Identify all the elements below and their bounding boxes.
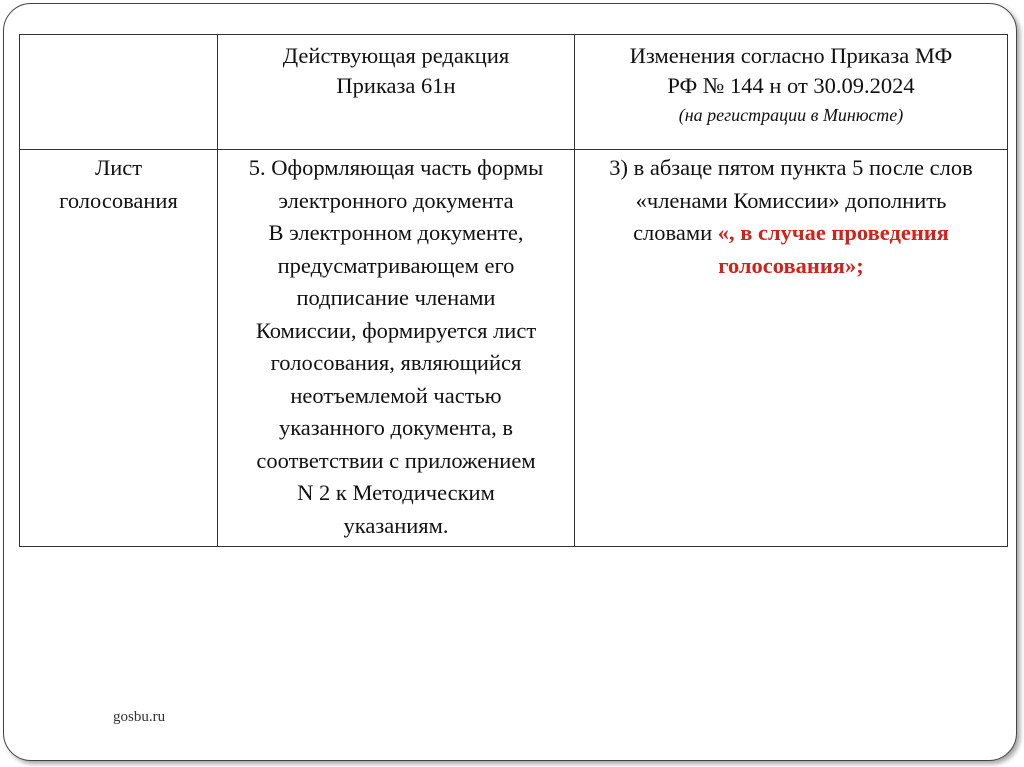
- current-edition-text-cell: [218, 150, 575, 547]
- header-cell-current-edition: [218, 35, 575, 150]
- current-text-line: голосования, являющийся: [270, 350, 522, 375]
- header-changes-line-1: Изменения согласно Приказа МФ: [629, 43, 953, 68]
- header-cell-changes: [575, 35, 1008, 150]
- header-current-line-1: Действующая редакция: [282, 43, 510, 68]
- current-text-line: 5. Оформляющая часть формы: [248, 155, 544, 180]
- header-current-line-2: Приказа 61н: [336, 73, 456, 98]
- current-text-line: указаниям.: [343, 512, 449, 538]
- changes-text-line: «членами Комиссии» дополнить: [635, 187, 947, 213]
- changes-text-fragment: словами: [633, 220, 718, 245]
- row-label-cell: [20, 150, 218, 547]
- changes-highlight-text: «, в случае проведения: [717, 220, 949, 245]
- table-header-row: [20, 35, 1008, 150]
- current-text-line: предусматривающем его: [277, 252, 515, 278]
- current-text-line: неотъемлемой частью: [290, 382, 502, 408]
- current-text-line: электронного документа: [278, 187, 514, 213]
- header-cell-empty: [20, 35, 218, 150]
- header-changes-line-2: РФ № 144 н от 30.09.2024: [667, 73, 915, 98]
- current-text-line: указанного документа, в: [278, 415, 514, 440]
- footer-source-label: gosbu.ru: [113, 709, 166, 725]
- current-text-line: В электронном документе,: [268, 220, 524, 245]
- current-text-line: подписание членами: [296, 285, 496, 310]
- changes-text-line: 3) в абзаце пятом пункта 5 после слов: [609, 155, 973, 180]
- row-label-line-2: голосования: [59, 187, 178, 213]
- header-changes-note: (на регистрации в Минюсте): [678, 105, 904, 125]
- changes-highlight-text: голосования»;: [718, 252, 864, 278]
- current-text-line: соответствии с приложением: [256, 447, 536, 473]
- table-row: [20, 150, 1008, 547]
- current-text-line: Комиссии, формируется лист: [255, 317, 537, 343]
- changes-text-line-mixed: [579, 217, 1003, 250]
- row-label-line-1: Лист: [94, 155, 143, 180]
- changes-text-cell: [575, 150, 1008, 547]
- comparison-table: [19, 34, 1008, 547]
- current-text-line: N 2 к Методическим: [297, 480, 495, 505]
